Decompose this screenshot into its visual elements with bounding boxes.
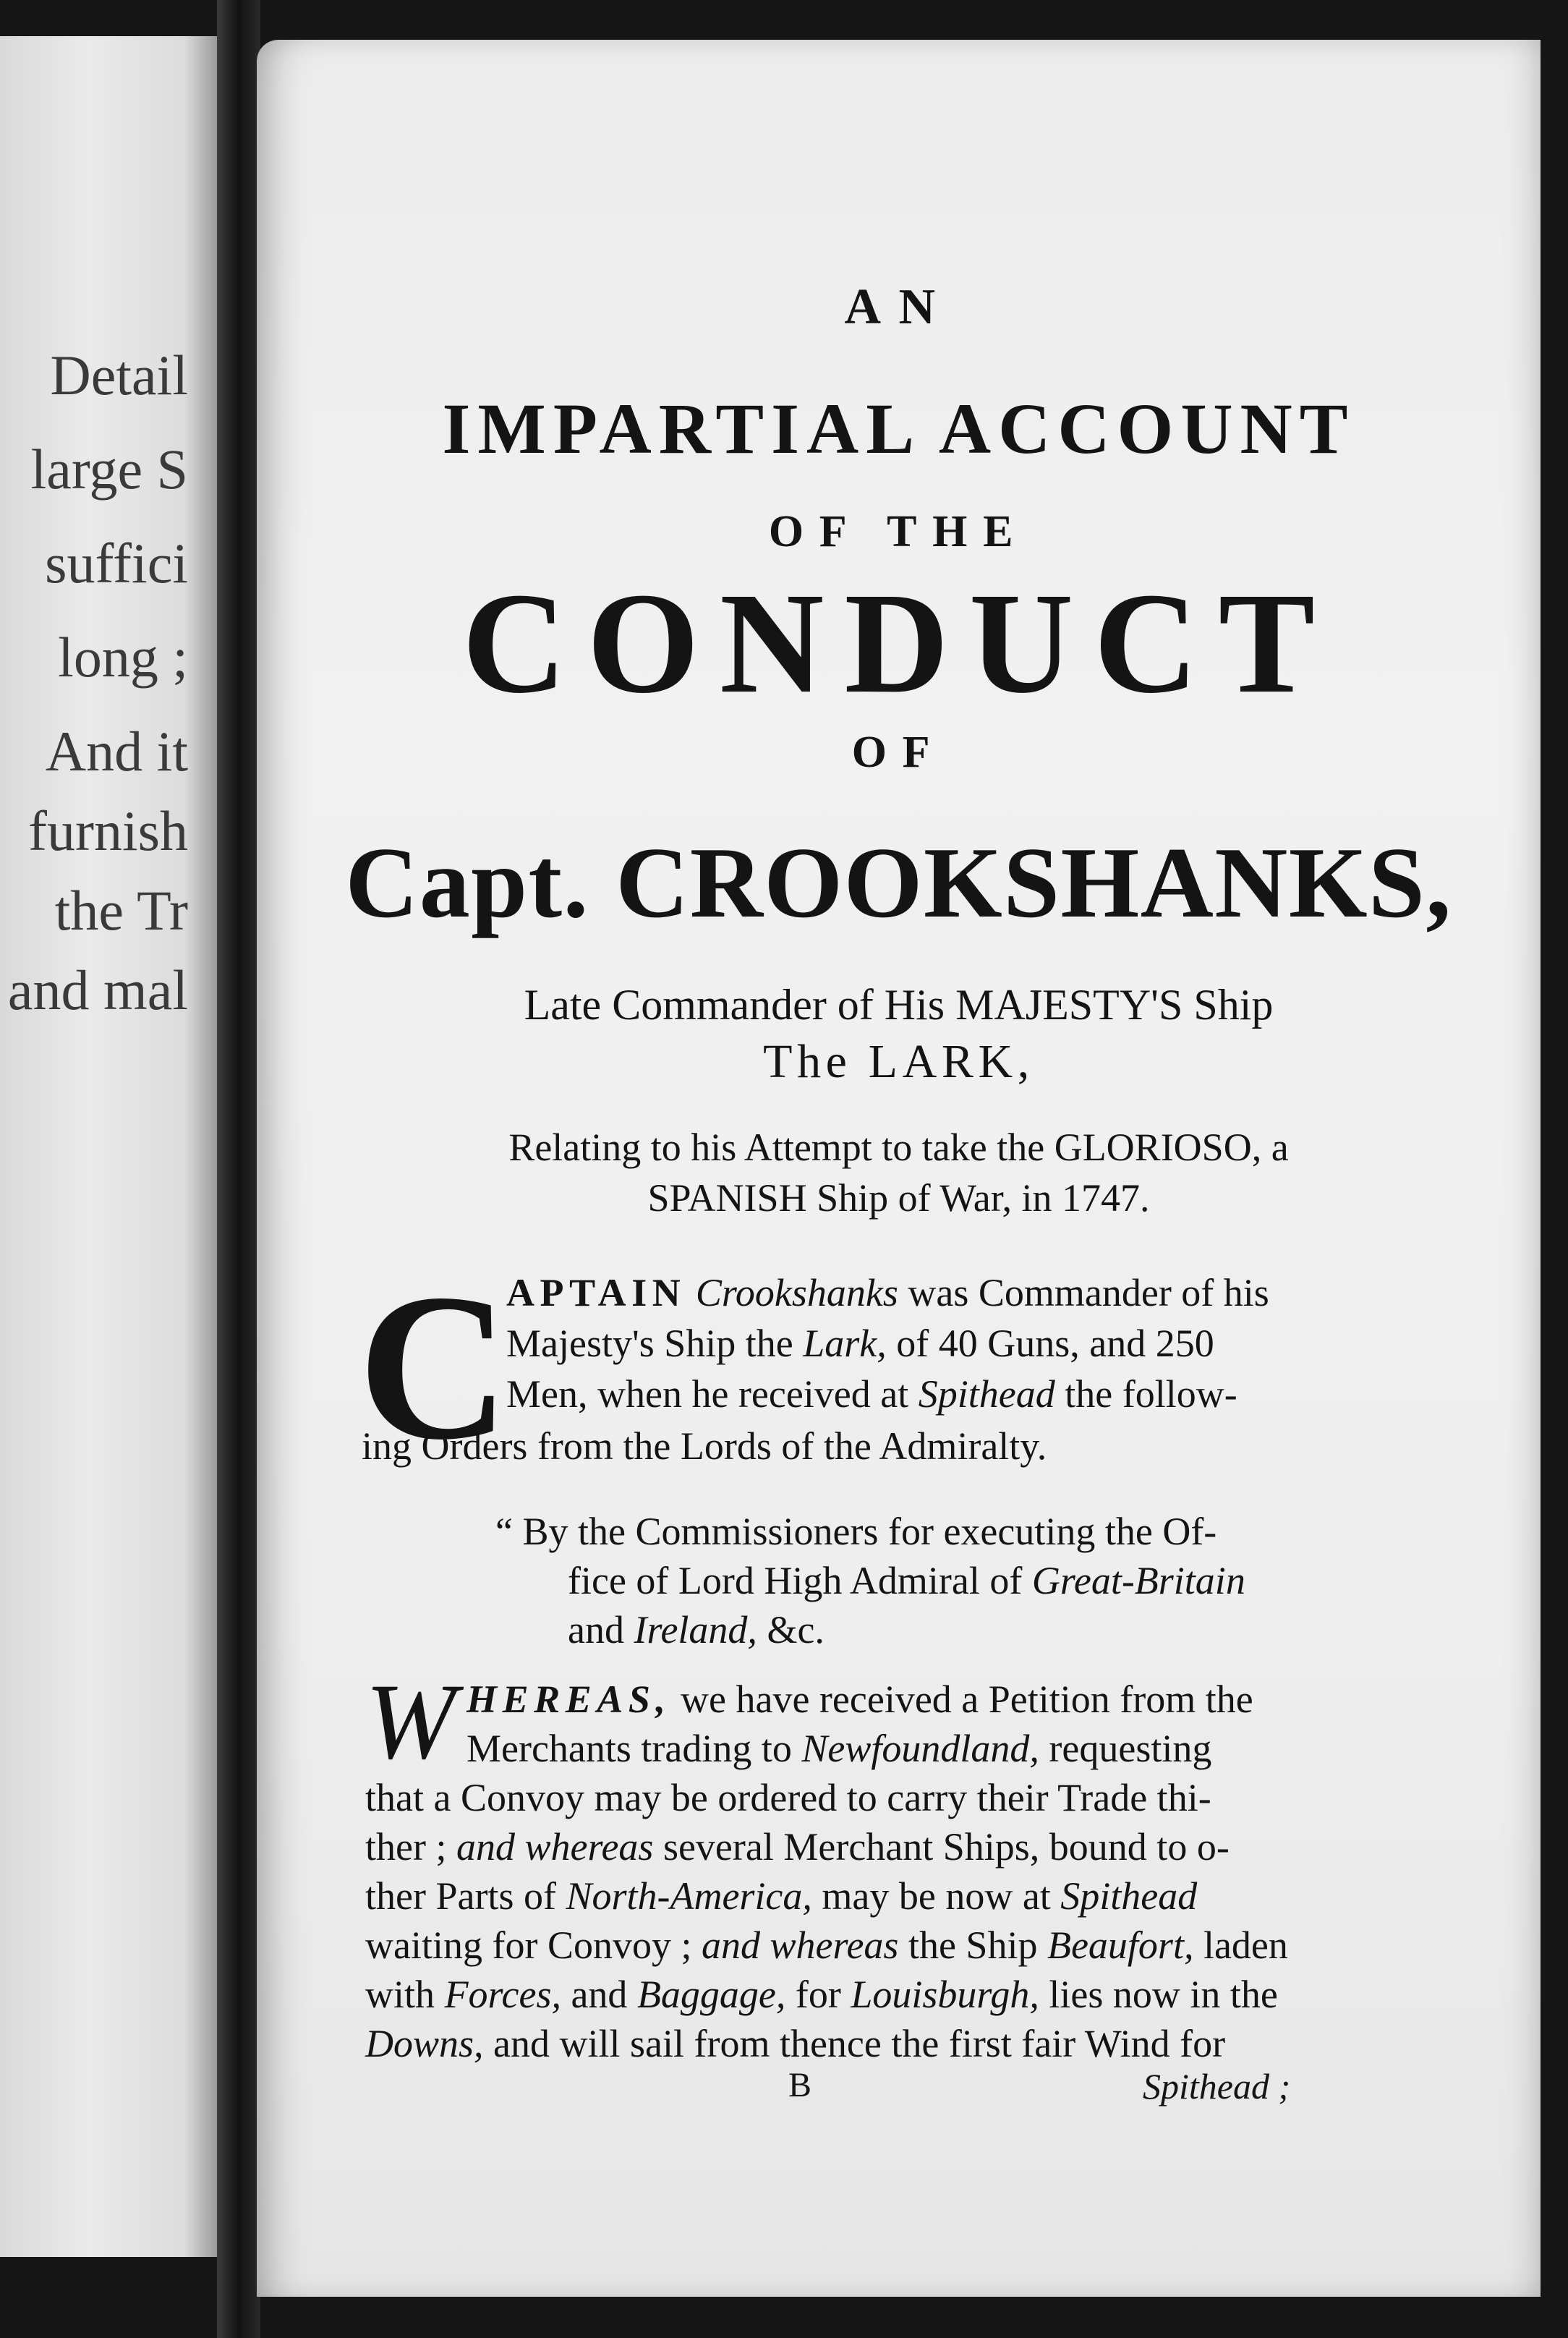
left-page-line: large S: [30, 438, 188, 501]
title-impartial-account: IMPARTIAL ACCOUNT: [442, 388, 1355, 469]
drop-cap: C: [358, 1251, 510, 1483]
paragraph-line: HEREAS, we have received a Petition from the: [466, 1678, 1253, 1721]
left-page-line: Detail: [50, 344, 188, 407]
commission-line: “ By the Commissioners for executing the Of-: [495, 1510, 1217, 1553]
left-page-line: and mal: [7, 958, 188, 1021]
paragraph-line: Men, when he received at Spithead the follow-: [506, 1372, 1237, 1416]
left-page-line: suffici: [45, 532, 188, 595]
signature-mark: B: [788, 2066, 812, 2104]
left-page-line: And it: [45, 720, 188, 783]
left-page-line: furnish: [28, 799, 188, 862]
paragraph-line: Majesty's Ship the Lark, of 40 Guns, and 250: [506, 1322, 1214, 1365]
book-gutter: [217, 0, 260, 2338]
paragraph-line: that a Convoy may be ordered to carry their Trade thi-: [365, 1776, 1211, 1819]
subtitle-ship-name: The LARK,: [763, 1035, 1034, 1088]
paragraph-line: ther Parts of North-America, may be now at Spithead: [365, 1874, 1198, 1918]
left-facing-page: [0, 36, 217, 2257]
subtitle-late-commander: Late Commander of His MAJESTY'S Ship: [524, 981, 1274, 1029]
paragraph-line: APTAIN Crookshanks was Commander of his: [506, 1271, 1269, 1314]
commission-line: fice of Lord High Admiral of Great-Britain: [568, 1559, 1245, 1602]
left-page-line: long ;: [58, 626, 188, 689]
drop-letter: W: [365, 1662, 456, 1782]
title-conduct: CONDUCT: [461, 564, 1336, 723]
subtitle-relating-line-2: SPANISH Ship of War, in 1747.: [647, 1176, 1150, 1220]
catchword: Spithead ;: [1143, 2066, 1291, 2107]
title-captain-name: Capt. CROOKSHANKS,: [345, 827, 1452, 939]
paragraph-line: ing Orders from the Lords of the Admiralty.: [362, 1424, 1047, 1468]
commission-line: and Ireland, &c.: [568, 1608, 825, 1652]
paragraph-line: waiting for Convoy ; and whereas the Ship Beaufort, laden: [365, 1923, 1288, 1967]
subtitle-relating-line-1: Relating to his Attempt to take the GLORIOSO, a: [508, 1126, 1289, 1169]
paragraph-line: with Forces, and Baggage, for Louisburgh, lies now in the: [365, 1973, 1278, 2016]
title-of-the: OF THE: [768, 507, 1029, 556]
title-page: [257, 40, 1541, 2297]
paragraph-line: ther ; and whereas several Merchant Ships, bound to o-: [365, 1825, 1230, 1869]
left-page-line: the Tr: [54, 879, 188, 942]
paragraph-line: Downs, and will sail from thence the first fair Wind for: [365, 2022, 1226, 2065]
title-an: AN: [844, 279, 953, 335]
paragraph-line: Merchants trading to Newfoundland, requesting: [466, 1727, 1212, 1770]
title-of: OF: [851, 728, 946, 777]
